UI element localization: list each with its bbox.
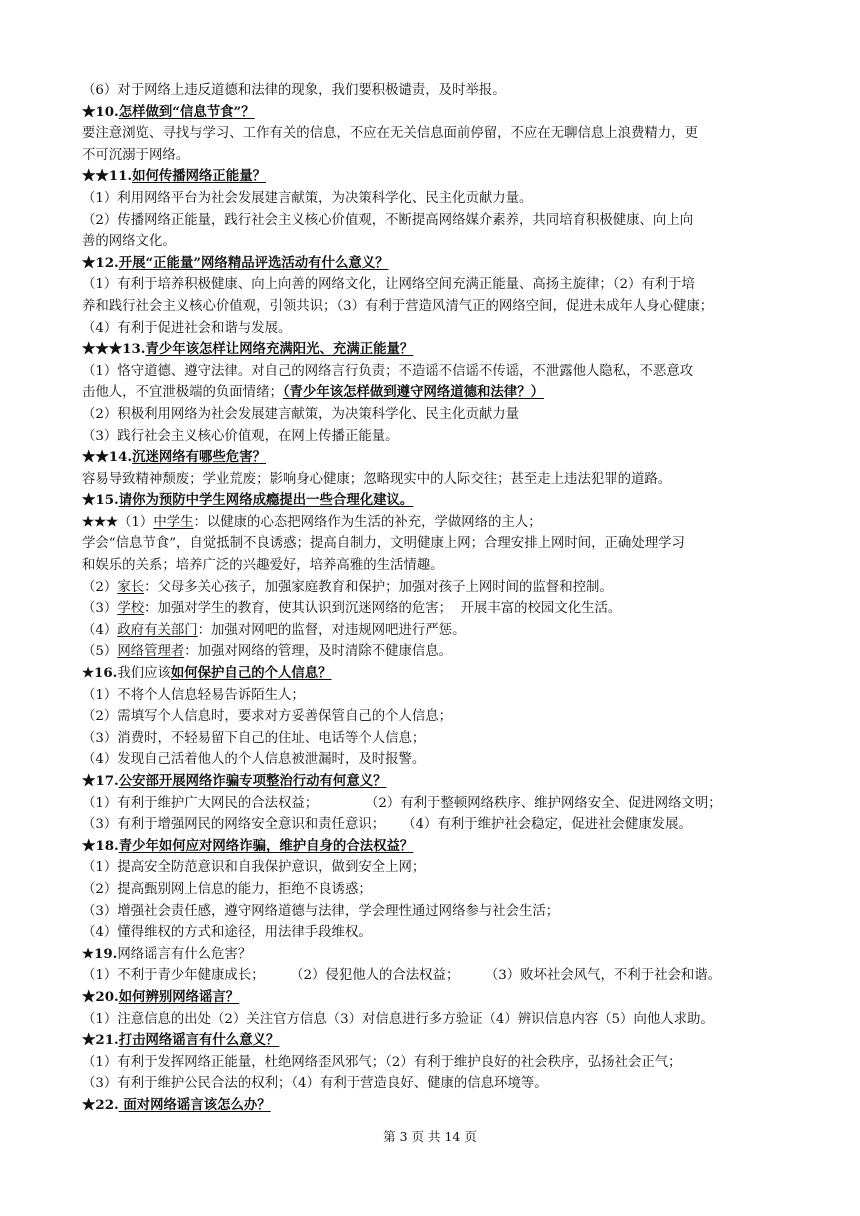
underlined-text: 学校 <box>117 601 145 617</box>
text-span: （1）有利于发挥网络正能量，杜绝网络歪风邪气；（2）有利于维护良好的社会秩序，弘扬社会正气； <box>82 1054 682 1070</box>
underlined-text: 如何传播网络正能量？ <box>132 168 266 185</box>
page-footer: 第 3 页 共 14 页 <box>383 1129 477 1144</box>
text-line <box>82 771 782 793</box>
text-span: 不可沉溺于网络。 <box>82 147 190 163</box>
text-line <box>82 382 782 404</box>
text-span: 要注意浏览、寻找与学习、工作有关的信息，不应在无关信息面前停留，不应在无聊信息上浪费精力，更 <box>82 126 698 142</box>
text-span: （5） <box>82 644 118 660</box>
underlined-text: 家长 <box>117 579 145 595</box>
underlined-text: 沉迷网络有哪些危害？ <box>132 449 266 466</box>
text-span: （1）恪守道德、遵守法律。对自己的网络言行负责；不造谣不信谣不传谣，不泄露他人隐私，不恶意攻 <box>82 363 694 379</box>
text-line <box>82 577 782 599</box>
text-line <box>82 728 782 750</box>
text-span: （3）增强社会责任感，遵守网络道德与法律，学会理性通过网络参与社会生活； <box>82 903 560 919</box>
underlined-text: 如何保护自己的个人信息？ <box>170 665 332 682</box>
text-span: ：以健康的心态把网络作为生活的补充，学做网络的主人； <box>193 514 542 530</box>
bold-text: ★20. <box>82 988 119 1005</box>
text-span: （2） <box>82 579 118 595</box>
text-line <box>82 555 782 577</box>
text-line <box>82 469 782 491</box>
document-body <box>82 80 782 1117</box>
underlined-text: 请你为预防中学生网络成瘾提出一些合理化建议。 <box>118 492 414 509</box>
text-span: （6）对于网络上违反道德和法律的现象，我们要积极谴责，及时举报。 <box>82 83 506 98</box>
text-line <box>82 857 782 879</box>
text-line <box>82 1073 782 1095</box>
text-line <box>82 490 782 512</box>
text-span: （1）不利于青少年健康成长； （2）侵犯他人的合法权益； （3）败坏社会风气，不利于社会和谐。 <box>82 968 722 984</box>
bold-text: ★15. <box>82 492 119 509</box>
text-line <box>82 965 782 987</box>
text-line <box>82 296 782 318</box>
text-line <box>82 793 782 815</box>
text-line <box>82 166 782 188</box>
underlined-text: （青少年该怎样做到遵守网络道德和法律？） <box>282 384 544 401</box>
text-line <box>82 231 782 253</box>
text-span: 善的网络文化。 <box>82 234 176 250</box>
text-line <box>82 123 782 145</box>
text-span: ：加强对学生的教育，使其认识到沉迷网络的危害； 开展丰富的校园文化生活。 <box>144 601 622 617</box>
text-span: 学会“信息节食”，自觉抵制不良诱惑；提高自制力，文明健康上网；合理安排上网时间，正确处理学习 <box>82 536 685 552</box>
text-span: （3）有利于增强网民的网络安全意识和责任意识； （4）有利于维护社会稳定，促进社会健康发展。 <box>82 817 692 833</box>
text-line <box>82 512 782 534</box>
text-line <box>82 274 782 296</box>
text-span: （2）提高甄别网上信息的能力，拒绝不良诱惑； <box>82 881 372 897</box>
bold-text: ★12. <box>82 254 119 271</box>
text-line <box>82 447 782 469</box>
text-line <box>82 598 782 620</box>
text-span: ：加强对网络的管理，及时清除不健康信息。 <box>184 644 453 660</box>
underlined-text: 公安部开展网络诈骗专项整治行动有何意义？ <box>118 773 387 789</box>
underlined-text: 网络管理者 <box>117 644 185 660</box>
text-line <box>82 361 782 383</box>
text-line <box>82 102 782 124</box>
bold-text: ★★★ <box>82 513 119 530</box>
text-span: （3）践行社会主义核心价值观，在网上传播正能量。 <box>82 428 399 444</box>
bold-text: ★★14. <box>82 449 133 466</box>
text-span: 和娱乐的关系；培养广泛的兴趣爱好，培养高雅的生活情趣。 <box>82 558 444 574</box>
underlined-text: 中学生 <box>153 514 194 530</box>
bold-text: ★22. <box>82 1096 119 1113</box>
text-span: （1）有利于维护广大网民的合法权益； （2）有利于整顿网络秩序、维护网络安全、促进网络文明； <box>82 795 722 811</box>
text-line <box>82 836 782 858</box>
text-span: （2）积极利用网络为社会发展建言献策，为决策科学化、民主化贡献力量 <box>82 406 520 422</box>
underlined-text: 开展“正能量”网络精品评选活动有什么意义？ <box>118 254 389 271</box>
bold-text: ★★★13. <box>82 341 146 358</box>
text-span: （3）消费时，不轻易留下自己的住址、电话等个人信息； <box>82 730 426 746</box>
text-line <box>82 253 782 275</box>
text-line <box>82 944 782 966</box>
bold-text: ★10. <box>82 103 119 120</box>
bold-text: ★18. <box>82 837 119 854</box>
text-span: 击他人，不宜泄极端的负面情绪； <box>82 385 283 401</box>
text-line <box>82 80 782 102</box>
text-line <box>82 879 782 901</box>
text-line <box>82 1009 782 1031</box>
underlined-text: 面对网络谣言该怎么办？ <box>118 1096 271 1113</box>
text-line <box>82 814 782 836</box>
text-line <box>82 706 782 728</box>
text-line <box>82 901 782 923</box>
text-span: （1） <box>118 514 154 530</box>
bold-text: ★★11. <box>82 168 133 185</box>
text-line <box>82 922 782 944</box>
underlined-text: 怎样做到“信息节食”？ <box>118 103 255 120</box>
underlined-text: 政府有关部门 <box>117 622 198 638</box>
text-span: （1）有利于培养积极健康、向上向善的网络文化，让网络空间充满正能量、高扬主旋律；（2）有利于培 <box>82 277 695 293</box>
text-line <box>82 533 782 555</box>
text-span: （1）不将个人信息轻易告诉陌生人； <box>82 687 305 703</box>
text-span: ：加强对网吧的监督，对违规网吧进行严惩。 <box>197 622 466 638</box>
text-span: （1）注意信息的出处（2）关注官方信息（3）对信息进行多方验证（4）辨识信息内容（5）向他人求助。 <box>82 1011 714 1027</box>
text-line <box>82 404 782 426</box>
text-line <box>82 210 782 232</box>
text-line <box>82 620 782 642</box>
text-line <box>82 318 782 340</box>
text-line <box>82 663 782 685</box>
underlined-text: 如何辨别网络谣言？ <box>118 988 240 1005</box>
underlined-text: 青少年如何应对网络诈骗，维护自身的合法权益？ <box>118 837 414 854</box>
text-span: （1）利用网络平台为社会发展建言献策，为决策科学化、民主化贡献力量。 <box>82 190 533 206</box>
text-span: （3） <box>82 601 118 617</box>
underlined-text: 青少年该怎样让网络充满阳光、充满正能量？ <box>145 341 414 358</box>
text-line <box>82 339 782 361</box>
text-span: ：父母多关心孩子，加强家庭教育和保护；加强对孩子上网时间的监督和控制。 <box>144 579 613 595</box>
text-line <box>82 188 782 210</box>
bold-text: ★17. <box>82 773 119 789</box>
text-span: （3）有利于维护公民合法的权利；（4）有利于营造良好、健康的信息环境等。 <box>82 1076 548 1092</box>
text-line <box>82 641 782 663</box>
text-line <box>82 1030 782 1052</box>
text-span: 我们应该 <box>117 666 171 682</box>
bold-text: ★21. <box>82 1032 119 1049</box>
text-line <box>82 1052 782 1074</box>
text-line <box>82 1095 782 1117</box>
text-line <box>82 749 782 771</box>
bold-text: ★16. <box>82 665 118 682</box>
text-span: （1）提高安全防范意识和自我保护意识，做到安全上网； <box>82 860 426 876</box>
text-line <box>82 685 782 707</box>
text-span: （2）传播网络正能量，践行社会主义核心价值观，不断提高网络媒介素养，共同培育积极健康、向上向 <box>82 212 694 228</box>
text-line <box>82 426 782 448</box>
text-span: （4）有利于促进社会和谐与发展。 <box>82 320 292 336</box>
text-span: （4）懂得维权的方式和途径，用法律手段维权。 <box>82 925 372 941</box>
text-line <box>82 145 782 167</box>
text-span: 容易导致精神颓废；学业荒废；影响身心健康；忽略现实中的人际交往；甚至走上违法犯罪的道路。 <box>82 471 672 487</box>
underlined-text: 打击网络谣言有什么意义？ <box>118 1032 280 1049</box>
text-span: （4）发现自己活着他人的个人信息被泄漏时，及时报警。 <box>82 752 426 768</box>
text-span: （2）需填写个人信息时，要求对方妥善保管自己的个人信息； <box>82 709 453 725</box>
text-span: 网络谣言有什么危害？ <box>117 946 252 962</box>
bold-text: ★19. <box>82 945 118 962</box>
text-span: （4） <box>82 622 118 638</box>
text-span: 养和践行社会主义核心价值观，引领共识；（3）有利于营造风清气正的网络空间，促进未成年人身心健康； <box>82 298 714 314</box>
text-line <box>82 987 782 1009</box>
